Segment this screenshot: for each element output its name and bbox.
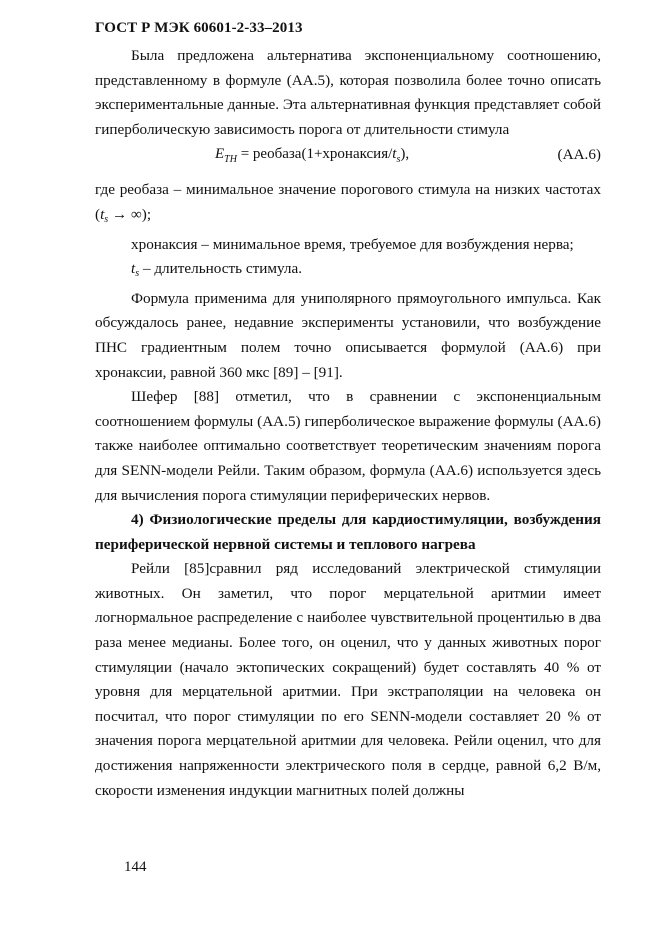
where-t: t xyxy=(100,205,105,223)
section-heading: 4) Физиологические пределы для кардиостимуляции, возбуждения периферической нервной системы и теплового нагрева xyxy=(95,511,601,553)
formula-mid: = реобаза(1+хронаксия/ xyxy=(236,146,393,163)
duration-t-sub: s xyxy=(135,268,140,280)
formula-lhs: E xyxy=(215,146,225,163)
formula-number: (АА.6) xyxy=(557,146,601,164)
duration-t: t xyxy=(131,260,136,278)
paragraph-duration xyxy=(95,257,601,287)
formula-end: ), xyxy=(400,146,410,163)
formula-lhs-sub: TH xyxy=(224,154,237,166)
paragraph-reilly: Рейли [85]сравнил ряд исследований электрической стимуляции животных. Он заметил, что порог мерцательной аритмии имеет логнормальное распределение с наиболее чувствительной процентилью в два раза менее медианы. Более того, он оценил, что у данных животных порог стимуляции (начало эктопических сокращений) будет составлять 40 % от уровня для мерцательной аритмии. При экстраполяции на человека он посчитал, что порог стимуляции по его SENN-модели составляет 20 % от значения порога мерцательной аритмии для человека. Рейли оценил, что для достижения напряженности электрического поля в сердце, равной 6,2 В/м, скорости изменения индукции магнитных полей должны xyxy=(95,560,601,799)
paragraph-where xyxy=(95,178,601,232)
document-body xyxy=(95,44,601,803)
formula-aa6 xyxy=(95,144,601,178)
page-number: 144 xyxy=(124,859,147,875)
where-text: где реобаза – минимальное значение порогового стимула на низких частотах ( xyxy=(95,181,601,223)
paragraph-intro: Была предложена альтернатива экспоненциальному соотношению, представленному в формуле (АА.5), которая позволила более точно описать экспериментальные данные. Эта альтернативная функция представляет собой гиперболическую зависимость порога от длительности стимула xyxy=(95,47,601,138)
where-t-sub: s xyxy=(104,213,109,225)
paragraph-formula-applicable: Формула применима для униполярного прямоугольного импульса. Как обсуждалось ранее, недавние эксперименты установили, что возбуждение ПНС градиентным полем точно описывается формулой (АА.6) при хронаксии, равной 360 мкс [89] – [91]. xyxy=(95,289,601,381)
where-tail: → ∞); xyxy=(108,205,152,223)
duration-text: – длительность стимула. xyxy=(139,260,303,278)
formula-t: t xyxy=(392,146,397,163)
paragraph-schaefer: Шефер [88] отметил, что в сравнении с экспоненциальным соотношением формулы (АА.5) гиперболическое выражение формулы (АА.6) также наиболее оптимально соответствует теоретическим значениям порога для SENN-модели Рейли. Таким образом, формула (АА.6) используется здесь для вычисления порога стимуляции периферических нервов. xyxy=(95,388,601,504)
paragraph-chronaxie: хронаксия – минимальное время, требуемое для возбуждения нерва; xyxy=(131,235,574,253)
document-header: ГОСТ Р МЭК 60601-2-33–2013 xyxy=(95,20,303,36)
formula-t-sub: s xyxy=(396,154,401,166)
formula-expression xyxy=(215,146,409,165)
